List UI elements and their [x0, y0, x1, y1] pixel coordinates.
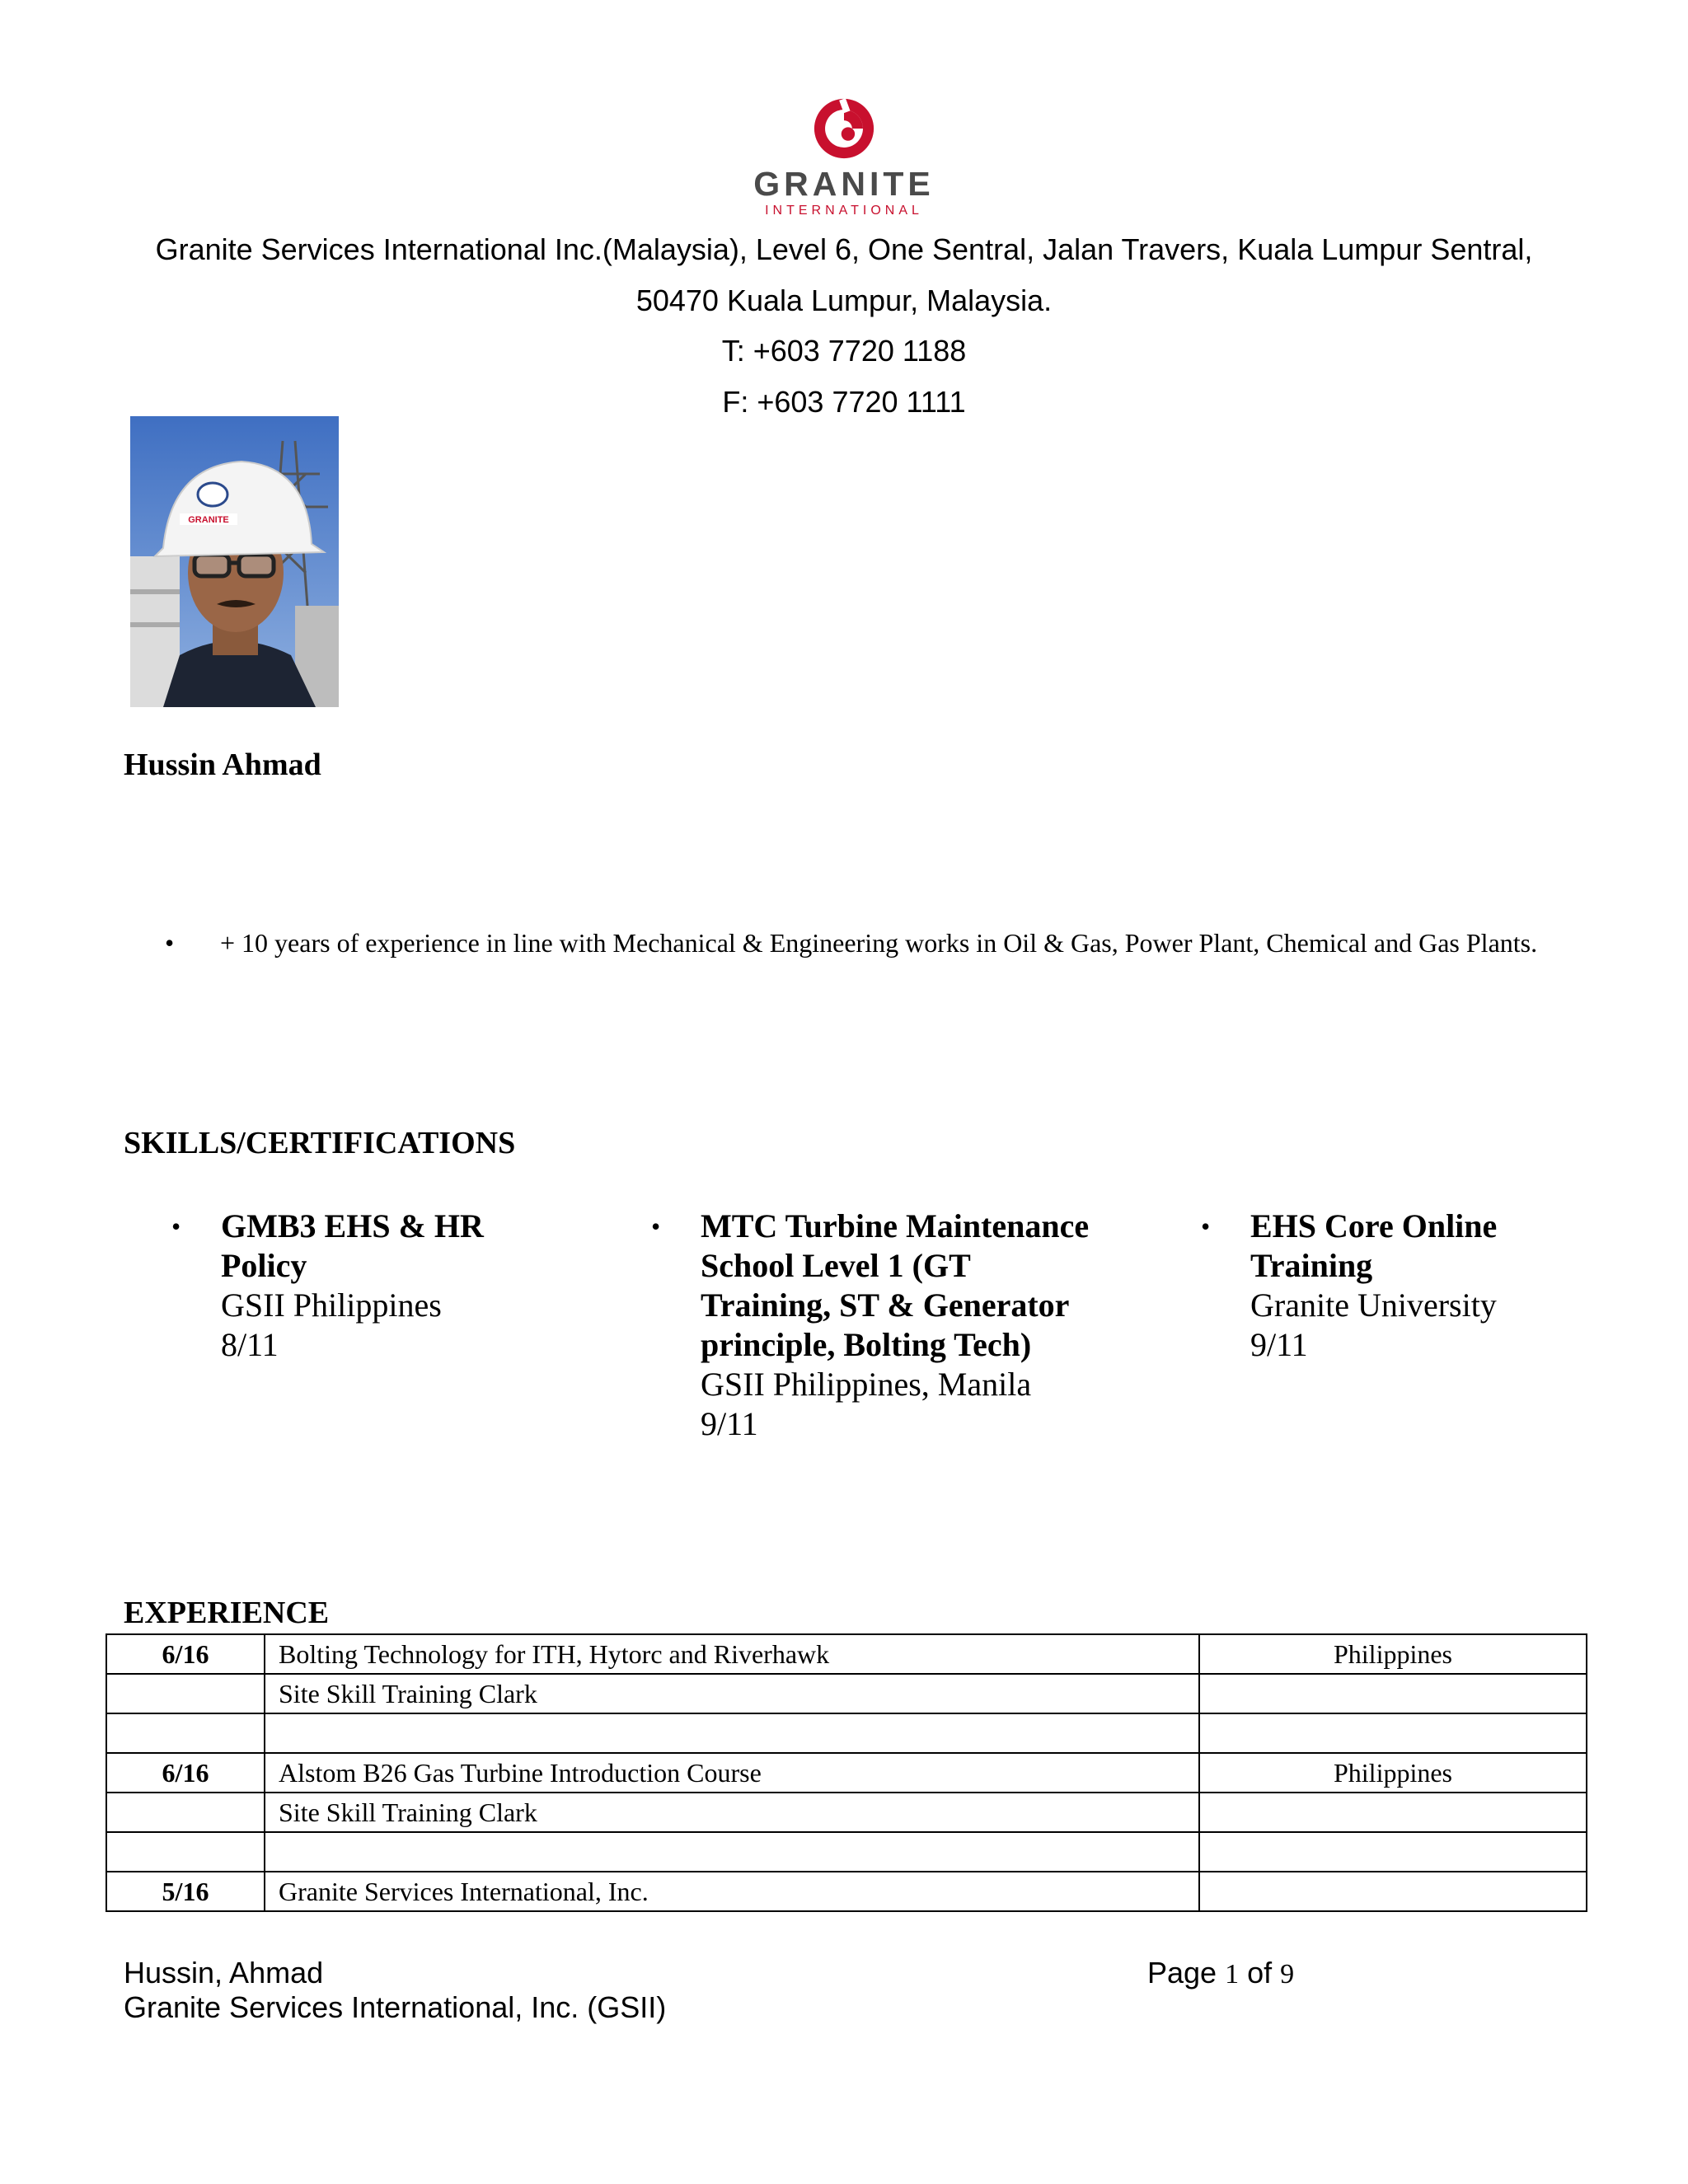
address-line-1: Granite Services International Inc.(Malaysia), Level 6, One Sentral, Jalan Travers, Kuala Lumpur Sentral,	[155, 232, 1533, 266]
exp-location	[1199, 1832, 1587, 1872]
cert-provider: GSII Philippines, Manila	[701, 1366, 1032, 1403]
cert-title-line: EHS Core Online	[1250, 1207, 1498, 1244]
footer-name: Hussin, Ahmad	[124, 1956, 324, 1990]
cert-date: 8/11	[221, 1326, 279, 1363]
cert-title-line: GMB3 EHS & HR	[221, 1207, 484, 1244]
company-logo	[0, 95, 1688, 218]
table-row	[106, 1713, 1587, 1753]
exp-date	[106, 1674, 265, 1713]
helmet-logo-text: GRANITE	[188, 515, 229, 525]
exp-description: Alstom B26 Gas Turbine Introduction Course	[265, 1753, 1199, 1793]
exp-location	[1199, 1872, 1587, 1911]
logo-wordmark: GRANITE	[753, 165, 935, 203]
cert-title-line: School Level 1 (GT	[701, 1247, 971, 1284]
table-row	[106, 1872, 1587, 1911]
cert-date: 9/11	[701, 1405, 758, 1442]
table-row	[106, 1634, 1587, 1674]
exp-location: Philippines	[1199, 1753, 1587, 1793]
cert-title-line: MTC Turbine Maintenance	[701, 1207, 1090, 1244]
exp-date	[106, 1793, 265, 1832]
candidate-name: Hussin Ahmad	[124, 748, 321, 782]
experience-table	[106, 1633, 1587, 1912]
cert-date: 9/11	[1250, 1326, 1308, 1363]
table-row	[106, 1753, 1587, 1793]
experience-heading: EXPERIENCE	[124, 1596, 330, 1630]
page-label: Page	[1147, 1956, 1217, 1990]
skills-heading: SKILLS/CERTIFICATIONS	[124, 1126, 516, 1160]
exp-location	[1199, 1713, 1587, 1753]
profile-photo	[130, 416, 339, 707]
exp-location	[1199, 1674, 1587, 1713]
phone-number: T: +603 7720 1188	[721, 334, 967, 368]
exp-description	[265, 1832, 1199, 1872]
exp-description: Site Skill Training Clark	[265, 1674, 1199, 1713]
page-of: of	[1247, 1956, 1273, 1990]
exp-date	[106, 1713, 265, 1753]
exp-description: Bolting Technology for ITH, Hytorc and Riverhawk	[265, 1634, 1199, 1674]
cert-provider: GSII Philippines	[221, 1286, 442, 1324]
cert-item	[651, 1207, 1162, 1444]
logo-subtitle: INTERNATIONAL	[765, 204, 923, 218]
exp-date: 6/16	[106, 1753, 265, 1793]
page-indicator	[1147, 1958, 1294, 1989]
fax-number: F: +603 7720 1111	[722, 385, 966, 419]
cert-title-line: principle, Bolting Tech)	[701, 1326, 1032, 1363]
exp-description: Granite Services International, Inc.	[265, 1872, 1199, 1911]
exp-location	[1199, 1793, 1587, 1832]
cert-title-line: Training, ST & Generator	[701, 1286, 1070, 1324]
cert-title-line: Policy	[221, 1247, 307, 1284]
granite-swirl-icon	[810, 95, 878, 162]
exp-description: Site Skill Training Clark	[265, 1793, 1199, 1832]
bullet-icon: •	[165, 928, 175, 958]
bullet-icon: •	[1201, 1212, 1211, 1241]
exp-location: Philippines	[1199, 1634, 1587, 1674]
page-total: 9	[1280, 1959, 1295, 1990]
exp-date: 5/16	[106, 1872, 265, 1911]
exp-date: 6/16	[106, 1634, 265, 1674]
address-line-2: 50470 Kuala Lumpur, Malaysia.	[635, 284, 1053, 317]
cert-item	[1201, 1207, 1613, 1365]
bullet-icon: •	[651, 1212, 661, 1241]
cert-title-line: Training	[1250, 1247, 1373, 1284]
cert-item	[171, 1207, 600, 1365]
page-current: 1	[1225, 1959, 1240, 1990]
cert-provider: Granite University	[1250, 1286, 1497, 1324]
bullet-icon: •	[171, 1212, 181, 1241]
summary-item: + 10 years of experience in line with Mechanical & Engineering works in Oil & Gas, Power Plant, Chemical and Gas Plants.	[220, 928, 1538, 958]
footer-company: Granite Services International, Inc. (GSII)	[124, 1990, 667, 2024]
table-row	[106, 1832, 1587, 1872]
summary-list	[165, 926, 1566, 961]
table-row	[106, 1793, 1587, 1832]
exp-date	[106, 1832, 265, 1872]
exp-description	[265, 1713, 1199, 1753]
table-row	[106, 1674, 1587, 1713]
